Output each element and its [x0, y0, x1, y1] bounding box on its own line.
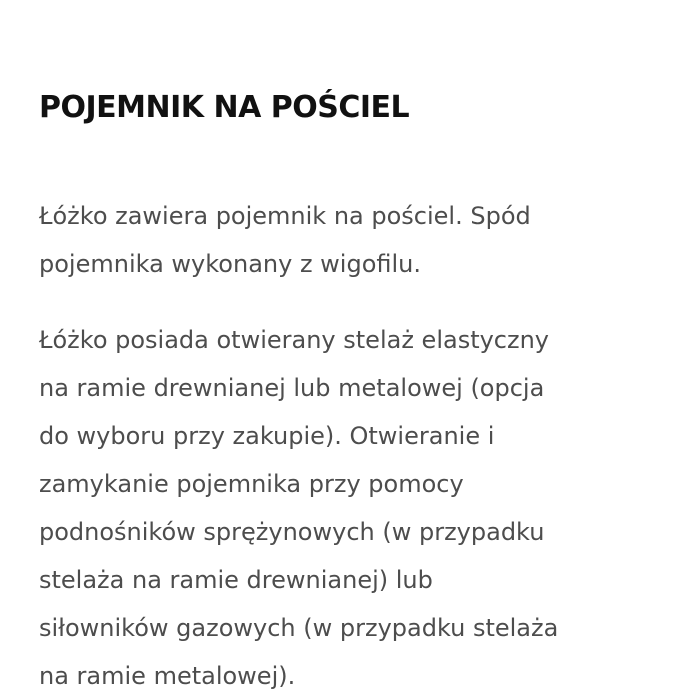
paragraph-line: zamykanie pojemnika przy pomocy — [39, 470, 464, 498]
frame-description-paragraph — [39, 316, 649, 700]
section-title: POJEMNIK NA POŚCIEL — [39, 90, 410, 125]
paragraph-line: Łóżko zawiera pojemnik na pościel. Spód — [39, 202, 531, 230]
paragraph-line: pojemnika wykonany z wigofilu. — [39, 250, 422, 278]
paragraph-line: podnośników sprężynowych (w przypadku — [39, 518, 545, 546]
paragraph-line: na ramie drewnianej lub metalowej (opcja — [39, 374, 545, 402]
paragraph-line: siłowników gazowych (w przypadku stelaża — [39, 614, 559, 642]
paragraph-line: do wyboru przy zakupie). Otwieranie i — [39, 422, 495, 450]
paragraph-line: na ramie metalowej). — [39, 662, 296, 690]
paragraph-line: Łóżko posiada otwierany stelaż elastyczny — [39, 326, 550, 354]
paragraph-line: stelaża na ramie drewnianej) lub — [39, 566, 433, 594]
storage-description-paragraph — [39, 192, 649, 288]
